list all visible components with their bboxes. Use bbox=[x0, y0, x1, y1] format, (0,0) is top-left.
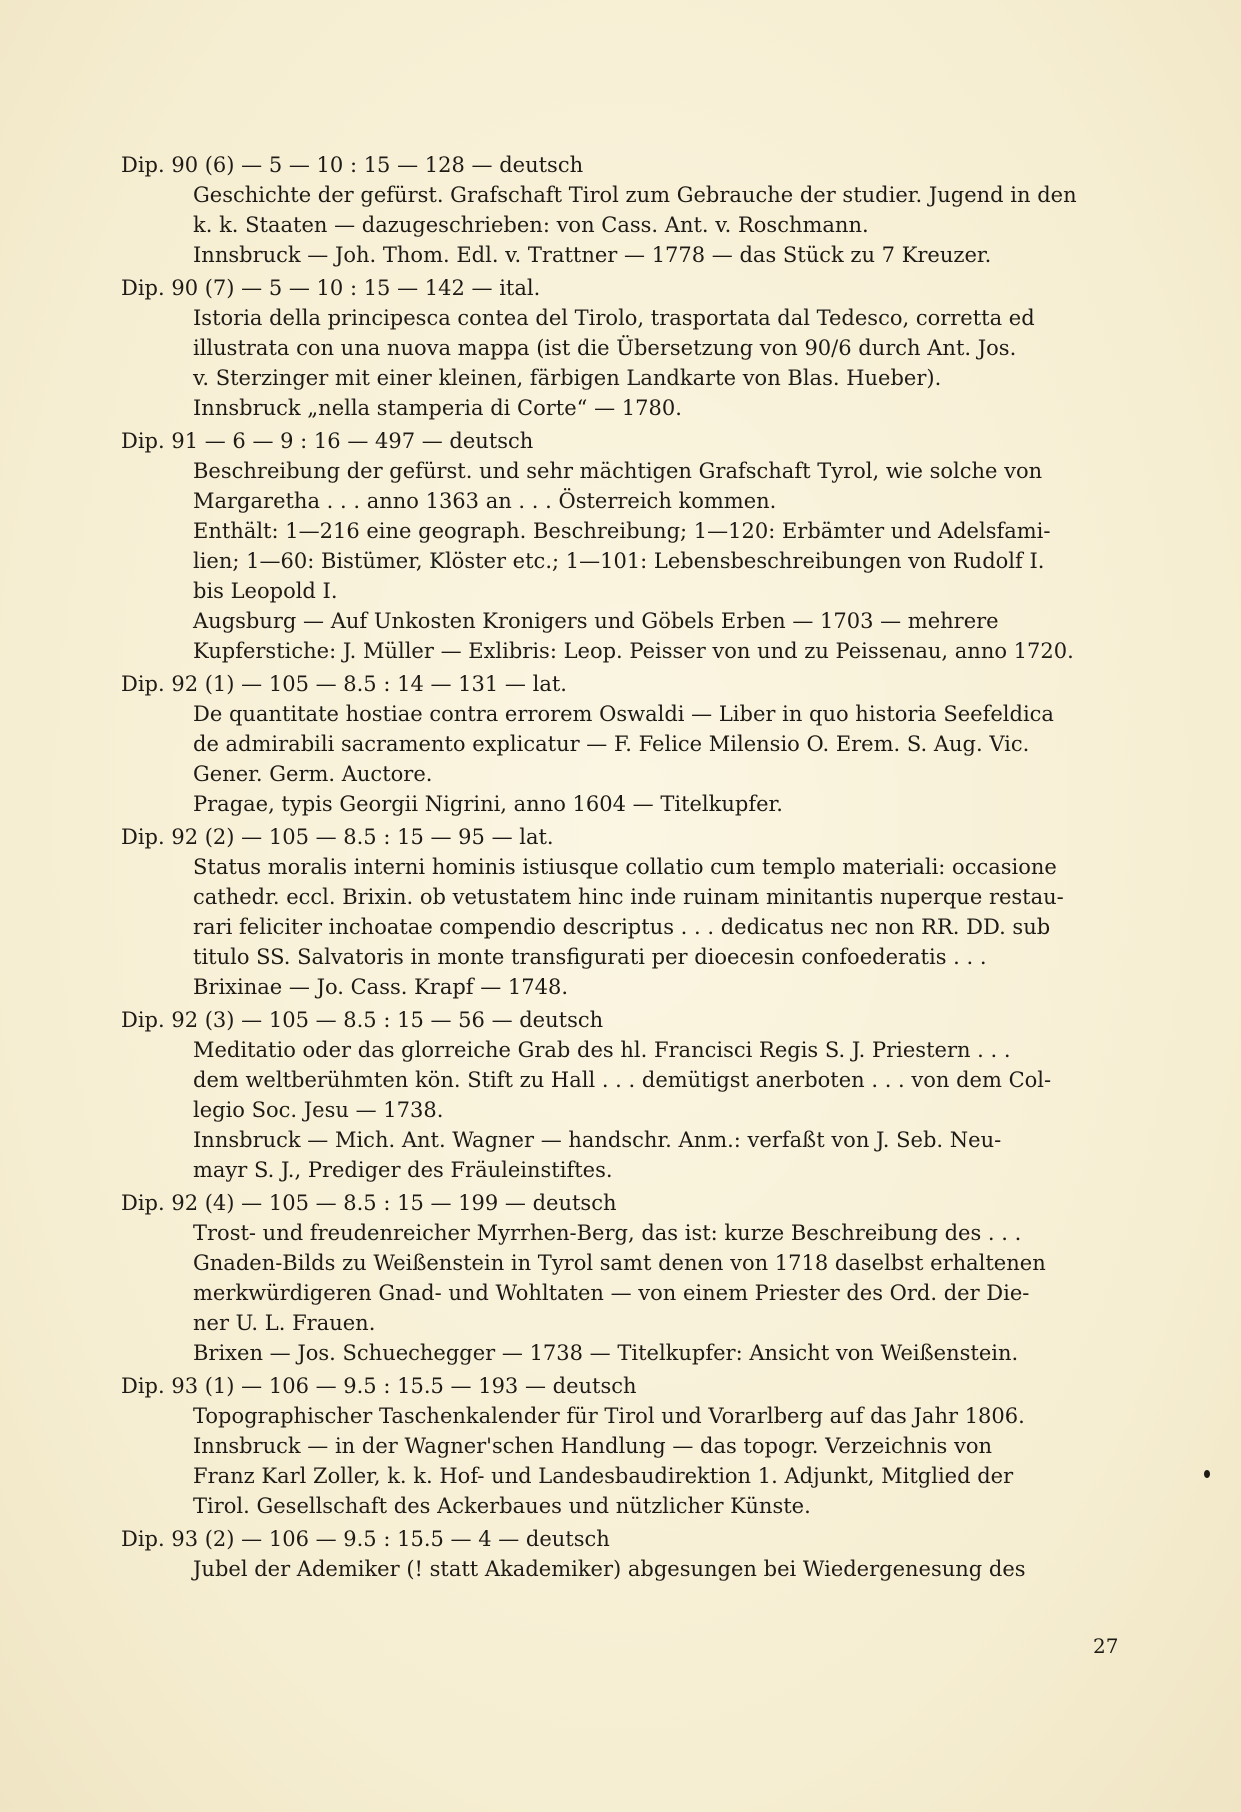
entry-line: Status moralis interni hominis istiusque collatio cum templo materiali: occasione bbox=[193, 855, 1057, 879]
entry-line: v. Sterzinger mit einer kleinen, färbigen Landkarte von Blas. Hueber). bbox=[193, 366, 942, 390]
entry-line: Brixen — Jos. Schuechegger — 1738 — Titelkupfer: Ansicht von Weißenstein. bbox=[193, 1341, 1019, 1365]
catalog-entry bbox=[121, 1005, 1121, 1185]
entry-line: Augsburg — Auf Unkosten Kronigers und Göbels Erben — 1703 — mehrere bbox=[193, 609, 999, 633]
entry-line: Enthält: 1—216 eine geograph. Beschreibung; 1—120: Erbämter und Adelsfami- bbox=[193, 519, 1051, 543]
entry-line: rari feliciter inchoatae compendio descriptus . . . dedicatus nec non RR. DD. sub bbox=[193, 915, 1051, 939]
entry-line: illustrata con una nuova mappa (ist die Übersetzung von 90/6 durch Ant. Jos. bbox=[193, 336, 1017, 360]
entry-line: Innsbruck „nella stamperia di Corte“ — 1780. bbox=[193, 396, 682, 420]
entry-line: Geschichte der gefürst. Grafschaft Tirol zum Gebrauche der studier. Jugend in den bbox=[193, 183, 1077, 207]
entry-line: Margaretha . . . anno 1363 an . . . Österreich kommen. bbox=[193, 489, 777, 513]
catalog-page bbox=[121, 150, 1121, 1587]
entry-line: Brixinae — Jo. Cass. Krapf — 1748. bbox=[193, 975, 569, 999]
entry-line: ner U. L. Frauen. bbox=[193, 1311, 376, 1335]
entry-line: Istoria della principesca contea del Tirolo, trasportata dal Tedesco, corretta ed bbox=[193, 306, 1035, 330]
entry-line: bis Leopold I. bbox=[193, 579, 338, 603]
catalog-entry bbox=[121, 1524, 1121, 1584]
page-number: 27 bbox=[1093, 1634, 1119, 1658]
catalog-entry bbox=[121, 426, 1121, 666]
entry-line: Meditatio oder das glorreiche Grab des hl. Francisci Regis S. J. Priestern . . . bbox=[193, 1038, 1011, 1062]
entry-line: Kupferstiche: J. Müller — Exlibris: Leop. Peisser von und zu Peissenau, anno 1720. bbox=[193, 639, 1074, 663]
entry-heading: Dip. 92 (3) — 105 — 8.5 : 15 — 56 — deutsch bbox=[121, 1008, 604, 1032]
entry-line: Franz Karl Zoller, k. k. Hof- und Landesbaudirektion 1. Adjunkt, Mitglied der bbox=[193, 1464, 1014, 1488]
entry-line: dem weltberühmten kön. Stift zu Hall . . . demütigst anerboten . . . von dem Col- bbox=[193, 1068, 1052, 1092]
entry-line: Gener. Germ. Auctore. bbox=[193, 762, 433, 786]
entry-heading: Dip. 93 (2) — 106 — 9.5 : 15.5 — 4 — deutsch bbox=[121, 1527, 610, 1551]
entry-heading: Dip. 92 (2) — 105 — 8.5 : 15 — 95 — lat. bbox=[121, 825, 554, 849]
entry-line: Gnaden-Bilds zu Weißenstein in Tyrol samt denen von 1718 daselbst erhaltenen bbox=[193, 1251, 1046, 1275]
entry-line: titulo SS. Salvatoris in monte transfigurati per dioecesin confoederatis . . . bbox=[193, 945, 987, 969]
entry-line: De quantitate hostiae contra errorem Oswaldi — Liber in quo historia Seefeldica bbox=[193, 702, 1054, 726]
entry-line: Tirol. Gesellschaft des Ackerbaues und nützlicher Künste. bbox=[193, 1494, 811, 1518]
entry-line: Beschreibung der gefürst. und sehr mächtigen Grafschaft Tyrol, wie solche von bbox=[193, 459, 1043, 483]
entry-heading: Dip. 92 (1) — 105 — 8.5 : 14 — 131 — lat. bbox=[121, 672, 567, 696]
entry-line: legio Soc. Jesu — 1738. bbox=[193, 1098, 444, 1122]
entry-line: merkwürdigeren Gnad- und Wohltaten — von einem Priester des Ord. der Die- bbox=[193, 1281, 1030, 1305]
entry-line: de admirabili sacramento explicatur — F. Felice Milensio O. Erem. S. Aug. Vic. bbox=[193, 732, 1030, 756]
entry-heading: Dip. 90 (7) — 5 — 10 : 15 — 142 — ital. bbox=[121, 276, 541, 300]
ink-speck bbox=[1204, 1470, 1210, 1478]
catalog-entry bbox=[121, 1371, 1121, 1521]
entry-line: mayr S. J., Prediger des Fräuleinstiftes. bbox=[193, 1158, 613, 1182]
catalog-entry bbox=[121, 273, 1121, 423]
entry-line: Innsbruck — in der Wagner'schen Handlung — das topogr. Verzeichnis von bbox=[193, 1434, 993, 1458]
catalog-entry bbox=[121, 822, 1121, 1002]
entry-line: Trost- und freudenreicher Myrrhen-Berg, das ist: kurze Beschreibung des . . . bbox=[193, 1221, 1022, 1245]
entry-line: Innsbruck — Mich. Ant. Wagner — handschr. Anm.: verfaßt von J. Seb. Neu- bbox=[193, 1128, 1002, 1152]
entry-line: Jubel der Ademiker (! statt Akademiker) abgesungen bei Wiedergenesung des bbox=[193, 1557, 1026, 1581]
entry-heading: Dip. 91 — 6 — 9 : 16 — 497 — deutsch bbox=[121, 429, 534, 453]
entry-line: lien; 1—60: Bistümer, Klöster etc.; 1—101: Lebensbeschreibungen von Rudolf I. bbox=[193, 549, 1045, 573]
catalog-entry bbox=[121, 1188, 1121, 1368]
catalog-entry bbox=[121, 669, 1121, 819]
entry-line: Innsbruck — Joh. Thom. Edl. v. Trattner — 1778 — das Stück zu 7 Kreuzer. bbox=[193, 243, 992, 267]
entry-line: cathedr. eccl. Brixin. ob vetustatem hinc inde ruinam minitantis nuperque restau- bbox=[193, 885, 1064, 909]
entry-line: Pragae, typis Georgii Nigrini, anno 1604 — Titelkupfer. bbox=[193, 792, 783, 816]
entry-line: Topographischer Taschenkalender für Tirol und Vorarlberg auf das Jahr 1806. bbox=[193, 1404, 1025, 1428]
entry-line: k. k. Staaten — dazugeschrieben: von Cass. Ant. v. Roschmann. bbox=[193, 213, 869, 237]
entry-heading: Dip. 90 (6) — 5 — 10 : 15 — 128 — deutsch bbox=[121, 153, 584, 177]
catalog-entry bbox=[121, 150, 1121, 270]
entry-heading: Dip. 93 (1) — 106 — 9.5 : 15.5 — 193 — deutsch bbox=[121, 1374, 637, 1398]
entry-heading: Dip. 92 (4) — 105 — 8.5 : 15 — 199 — deutsch bbox=[121, 1191, 617, 1215]
